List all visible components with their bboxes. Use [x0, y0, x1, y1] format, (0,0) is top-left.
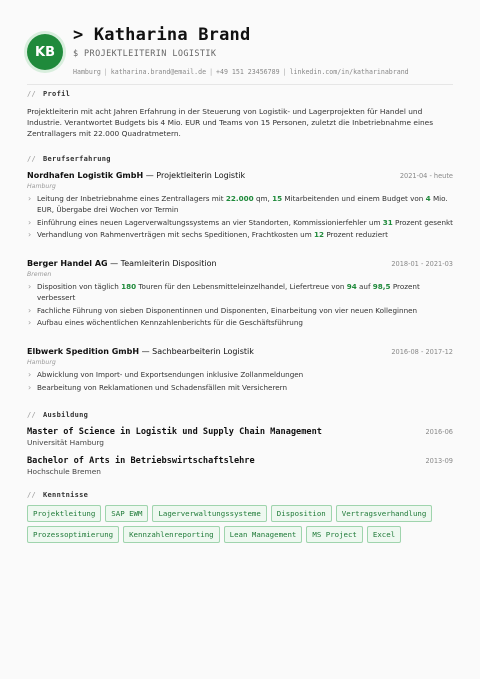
skill-tag: Lagerverwaltungssysteme [152, 505, 266, 522]
skill-tag: Projektleitung [27, 505, 101, 522]
job-title [27, 347, 254, 356]
job-bullets [27, 370, 453, 394]
contact-linkedin[interactable]: linkedin.com/in/katharinabrand [289, 68, 409, 76]
education-degree: Bachelor of Arts in Betriebswirtschaftslehre [27, 456, 255, 466]
highlight-number: 22.000 [225, 194, 254, 203]
avatar: KB [27, 34, 63, 70]
bullet-text: Prozent gesenkt [392, 217, 453, 227]
skills-list [27, 505, 457, 543]
education-entry [27, 456, 453, 476]
job-bullet [27, 306, 453, 317]
bullet-text: M [282, 194, 291, 203]
skill-tag: Excel [367, 526, 401, 543]
contact-separator: | [103, 68, 108, 76]
job-company: Elbwerk Spedition GmbH [27, 347, 140, 356]
job-position: Projektleiterin Logistik [156, 171, 246, 180]
bullet-text: Touren für den Lebensmitteleinzelhandel, Liefertreue von [136, 282, 347, 291]
bullet-text: qm, [253, 194, 273, 203]
skill-tag: MS Project [306, 526, 363, 543]
job-dash: — [139, 347, 153, 356]
job-date: 2021-04 - heute [399, 172, 453, 180]
bullet-text: Bearbeitung von Reklamationen und Schadensfällen mit Versicherern [37, 382, 288, 392]
profile-summary: Projektleiterin mit acht Jahren Erfahrung in der Steuerung von Logistik- und Lagerprojekten für Handel und Industrie. Verantwortet Budgets bis 4 Mio. EUR und Teams von 15 Personen, zuletzt die Inbetriebnahme eines Zentrallagers mit 22.000 Quadratmetern. [27, 107, 434, 139]
education-school: Universität Hamburg [27, 438, 104, 447]
bullet-text: Prozent reduziert [324, 230, 388, 240]
contact-line [73, 68, 409, 76]
highlight-number: 94 [346, 282, 357, 291]
job-location: Hamburg [27, 183, 56, 190]
bullet-text: Leitung der Inbetriebnahme eines Zentrallagers mit [37, 194, 226, 203]
job-bullet [27, 218, 453, 229]
job-bullet [27, 230, 453, 241]
job-bullets [27, 282, 453, 329]
job-entry [27, 171, 453, 243]
skill-tag: Disposition [271, 505, 332, 522]
bullet-text: Einführung eines neuen Lagerverwaltungssystems an vier Standorten, Kommissionierfehler um [37, 217, 383, 227]
header-divider [27, 84, 453, 85]
job-dash: — [143, 171, 157, 180]
job-position: Sachbearbeiterin Logistik [152, 347, 254, 356]
highlight-number: 4 [425, 194, 431, 203]
contact-city: Hamburg [73, 68, 101, 76]
job-position: Teamleiterin Disposition [120, 259, 217, 268]
bullet-text: Mio. EUR, Übergabe drei Wochen vor Termin [37, 194, 448, 214]
education-degree: Master of Science in Logistik und Supply Chain Management [27, 427, 322, 437]
education-date: 2013-09 [425, 457, 453, 465]
job-entry [27, 259, 453, 331]
bullet-text: Fachliche Führung von sieben Disponentinnen und Disponenten, Einarbeitung von vier neuen Kolleginnen [37, 305, 418, 315]
job-bullet [27, 370, 453, 381]
bullet-text: Verhandlung von Rahmenverträgen mit sechs Speditionen, Frachtkosten um [37, 230, 315, 240]
education-entry [27, 427, 453, 447]
contact-separator: | [209, 68, 214, 76]
highlight-number: 31 [382, 217, 393, 227]
job-bullets [27, 194, 453, 241]
education-date: 2016-06 [425, 428, 453, 436]
bullet-text: Aufbau eines wöchentlichen Kennzahlenberichts für die Geschäftsführung [37, 318, 303, 328]
education-school: Hochschule Bremen [27, 467, 101, 476]
skill-tag: SAP EWM [105, 505, 148, 522]
section-title-education: // Ausbildung [27, 411, 89, 419]
contact-email[interactable]: katharina.brand@email.de [110, 68, 207, 76]
job-entry [27, 347, 453, 396]
skill-tag: Prozessoptimierung [27, 526, 119, 543]
skill-tag: Kennzahlenreporting [123, 526, 220, 543]
bullet-text: itarbeitenden und einem Budget von [290, 194, 426, 203]
job-dash: — [107, 259, 121, 268]
job-company: Nordhafen Logistik GmbH [27, 171, 144, 180]
job-title [27, 171, 245, 180]
contact-phone[interactable]: +49 151 23456789 [216, 68, 280, 76]
bullet-text: auf [356, 282, 373, 291]
highlight-number: 98,5 [372, 282, 391, 291]
job-bullet [27, 383, 453, 394]
job-bullet [27, 194, 453, 216]
highlight-number: 15 [272, 194, 283, 203]
skill-tag: Lean Management [224, 526, 303, 543]
job-location: Hamburg [27, 359, 56, 366]
job-company: Berger Handel AG [27, 259, 108, 268]
bullet-text: Disposition von täglich [37, 282, 122, 291]
section-title-skills: // Kenntnisse [27, 491, 89, 499]
bullet-text: Prozent verbessert [37, 282, 420, 302]
skill-tag: Vertragsverhandlung [336, 505, 433, 522]
bullet-text: Abwicklung von Import- und Exportsendungen inklusive Zollanmeldungen [37, 370, 304, 379]
candidate-name: > Katharina Brand [73, 25, 251, 45]
job-date: 2018-01 - 2021-03 [391, 260, 453, 268]
highlight-number: 180 [121, 282, 137, 291]
candidate-role: $ PROJEKTLEITERIN LOGISTIK [73, 49, 217, 59]
section-title-profile: // Profil [27, 90, 71, 98]
job-location: Bremen [27, 271, 52, 278]
job-title [27, 259, 217, 268]
highlight-number: 12 [314, 230, 325, 240]
contact-separator: | [282, 68, 287, 76]
job-date: 2016-08 - 2017-12 [391, 348, 453, 356]
job-bullet [27, 282, 453, 304]
job-bullet [27, 318, 453, 329]
section-title-experience: // Berufserfahrung [27, 155, 111, 163]
